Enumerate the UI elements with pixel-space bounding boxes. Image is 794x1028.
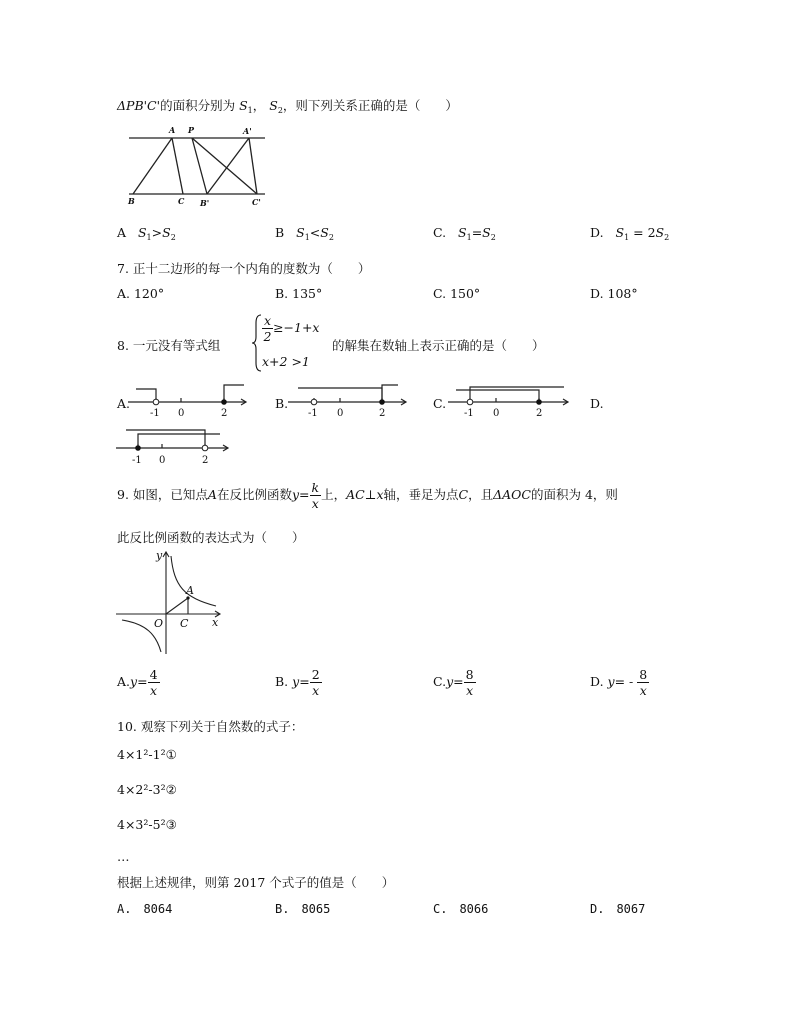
- q7-option-b[interactable]: B. 135°: [275, 286, 323, 301]
- q8-ineq1-fraction: $\frac{x}{2}$: [263, 313, 272, 344]
- q9-label-c: C: [180, 617, 189, 630]
- q6-s1: S: [239, 98, 248, 113]
- q8-option-c[interactable]: C.: [433, 396, 447, 411]
- q6-option-a-letter: A: [117, 225, 127, 240]
- q8-option-b[interactable]: B.: [275, 396, 289, 411]
- q6-label-a: A: [169, 125, 176, 135]
- svg-text:0: 0: [159, 455, 166, 466]
- q6-parallel-figure: [125, 122, 270, 212]
- q6-option-a[interactable]: A $S_1>S_2$: [117, 225, 176, 242]
- q6-comma: ，: [252, 98, 266, 113]
- q9-hyperbola-figure: [116, 546, 228, 656]
- q6-label-p: P: [188, 125, 195, 135]
- q6-option-b-letter: B: [275, 225, 285, 240]
- q6-stem-end: ，则下列关系正确的是（ ）: [282, 98, 458, 113]
- q8-option-a[interactable]: A.: [117, 396, 131, 411]
- svg-text:0: 0: [493, 408, 500, 419]
- q6-s2-sub: 2: [277, 106, 283, 115]
- q9-option-c[interactable]: C.y= $\frac{8}{x}$: [433, 667, 474, 698]
- q8-numberline-c: [448, 380, 574, 420]
- q9-option-b[interactable]: B. y= $\frac{2}{x}$: [275, 667, 320, 698]
- q8-numberline-b: [288, 380, 414, 420]
- q6-label-c2: C': [252, 197, 261, 207]
- q10-stem: 10. 观察下列关于自然数的式子：: [117, 719, 304, 734]
- q6-label-c: C: [178, 196, 185, 206]
- svg-text:2: 2: [221, 408, 228, 419]
- q9-label-x: x: [212, 616, 219, 629]
- q9-label-o: O: [154, 617, 164, 630]
- q10-option-a[interactable]: A. 8064: [117, 902, 173, 916]
- svg-text:2: 2: [379, 408, 386, 419]
- q9-triangle: ΔAOC: [493, 487, 531, 502]
- q9-point-c: C: [458, 487, 469, 502]
- q10-ellipsis: …: [117, 849, 130, 864]
- q6-stem-mid: 的面积分别为: [160, 98, 236, 113]
- svg-text:2: 2: [202, 455, 209, 466]
- q6-option-b-rel: <: [309, 225, 321, 240]
- q6-s2: S: [269, 98, 278, 113]
- svg-text:0: 0: [337, 408, 344, 419]
- q8-stem-end: 的解集在数轴上表示正确的是（ ）: [332, 338, 545, 353]
- q6-label-b: B: [128, 196, 135, 206]
- q8-inequality-2: x+2 >1: [262, 354, 310, 369]
- q6-option-d-rel: = 2: [633, 225, 656, 240]
- q8-numberline-a: [128, 380, 250, 420]
- q10-option-d[interactable]: D. 8067: [590, 902, 646, 916]
- q9-k-over-x: $\frac{k}{x}$: [311, 480, 320, 511]
- q6-option-c-rel: =: [471, 225, 483, 240]
- q6-label-b2: B': [200, 198, 210, 208]
- q10-option-c[interactable]: C. 8066: [433, 902, 489, 916]
- q10-expression-3: 4×3²-5²③: [117, 817, 177, 832]
- q9-label-a: A: [186, 584, 194, 597]
- svg-text:-1: -1: [464, 408, 474, 419]
- q7-option-c[interactable]: C. 150°: [433, 286, 481, 301]
- q8-system-brace: [252, 313, 262, 373]
- q6-stem: [117, 96, 458, 115]
- q10-option-b[interactable]: B. 8065: [275, 902, 331, 916]
- q6-option-b[interactable]: B $S_1<S_2$: [275, 225, 334, 242]
- q6-triangle: ΔPB'C': [117, 98, 161, 113]
- q8-ineq1-rest: ≥−1+x: [273, 320, 320, 335]
- q8-option-d[interactable]: D.: [590, 396, 604, 411]
- svg-text:-1: -1: [308, 408, 318, 419]
- q9-point-a: A: [207, 487, 217, 502]
- q9-ac-perp: AC⊥x: [346, 487, 384, 502]
- svg-text:2: 2: [536, 408, 543, 419]
- q9-label-y: y: [156, 549, 163, 562]
- q6-option-d[interactable]: D. $S_1 = 2S_2$: [590, 225, 670, 242]
- q8-numberline-d: [116, 424, 234, 468]
- q7-stem: 7. 正十二边形的每一个内角的度数为（ ）: [117, 261, 371, 276]
- svg-text:0: 0: [178, 408, 185, 419]
- q9-stem-line2: 此反比例函数的表达式为（ ）: [117, 530, 305, 545]
- svg-text:-1: -1: [150, 408, 160, 419]
- q9-option-d[interactable]: D. y= - $\frac{8}{x}$: [590, 667, 648, 698]
- svg-text:-1: -1: [132, 455, 142, 466]
- q6-option-d-letter: D.: [590, 225, 604, 240]
- q10-question: 根据上述规律，则第 2017 个式子的值是（ ）: [117, 875, 395, 890]
- q9-option-a[interactable]: A.y= $\frac{4}{x}$: [117, 667, 158, 698]
- q8-stem-start: 8. 一元没有等式组: [117, 338, 221, 353]
- q10-expression-1: 4×1²-1²①: [117, 747, 177, 762]
- q9-stem: 9. 如图，已知点A在反比例函数y= $\frac{k}{x}$ 上，AC⊥x轴，垂足为点C，且ΔAOC的面积为 4，则: [117, 480, 618, 511]
- q6-option-c[interactable]: C. $S_1=S_2$: [433, 225, 496, 242]
- q7-option-d[interactable]: D. 108°: [590, 286, 638, 301]
- q7-option-a[interactable]: A. 120°: [117, 286, 165, 301]
- q6-s1-sub: 1: [247, 106, 253, 115]
- q8-inequality-1: [262, 313, 320, 344]
- q6-option-a-rel: >: [151, 225, 163, 240]
- q6-label-a2: A': [243, 126, 252, 136]
- q10-expression-2: 4×2²-3²②: [117, 782, 177, 797]
- q6-option-c-letter: C.: [433, 225, 447, 240]
